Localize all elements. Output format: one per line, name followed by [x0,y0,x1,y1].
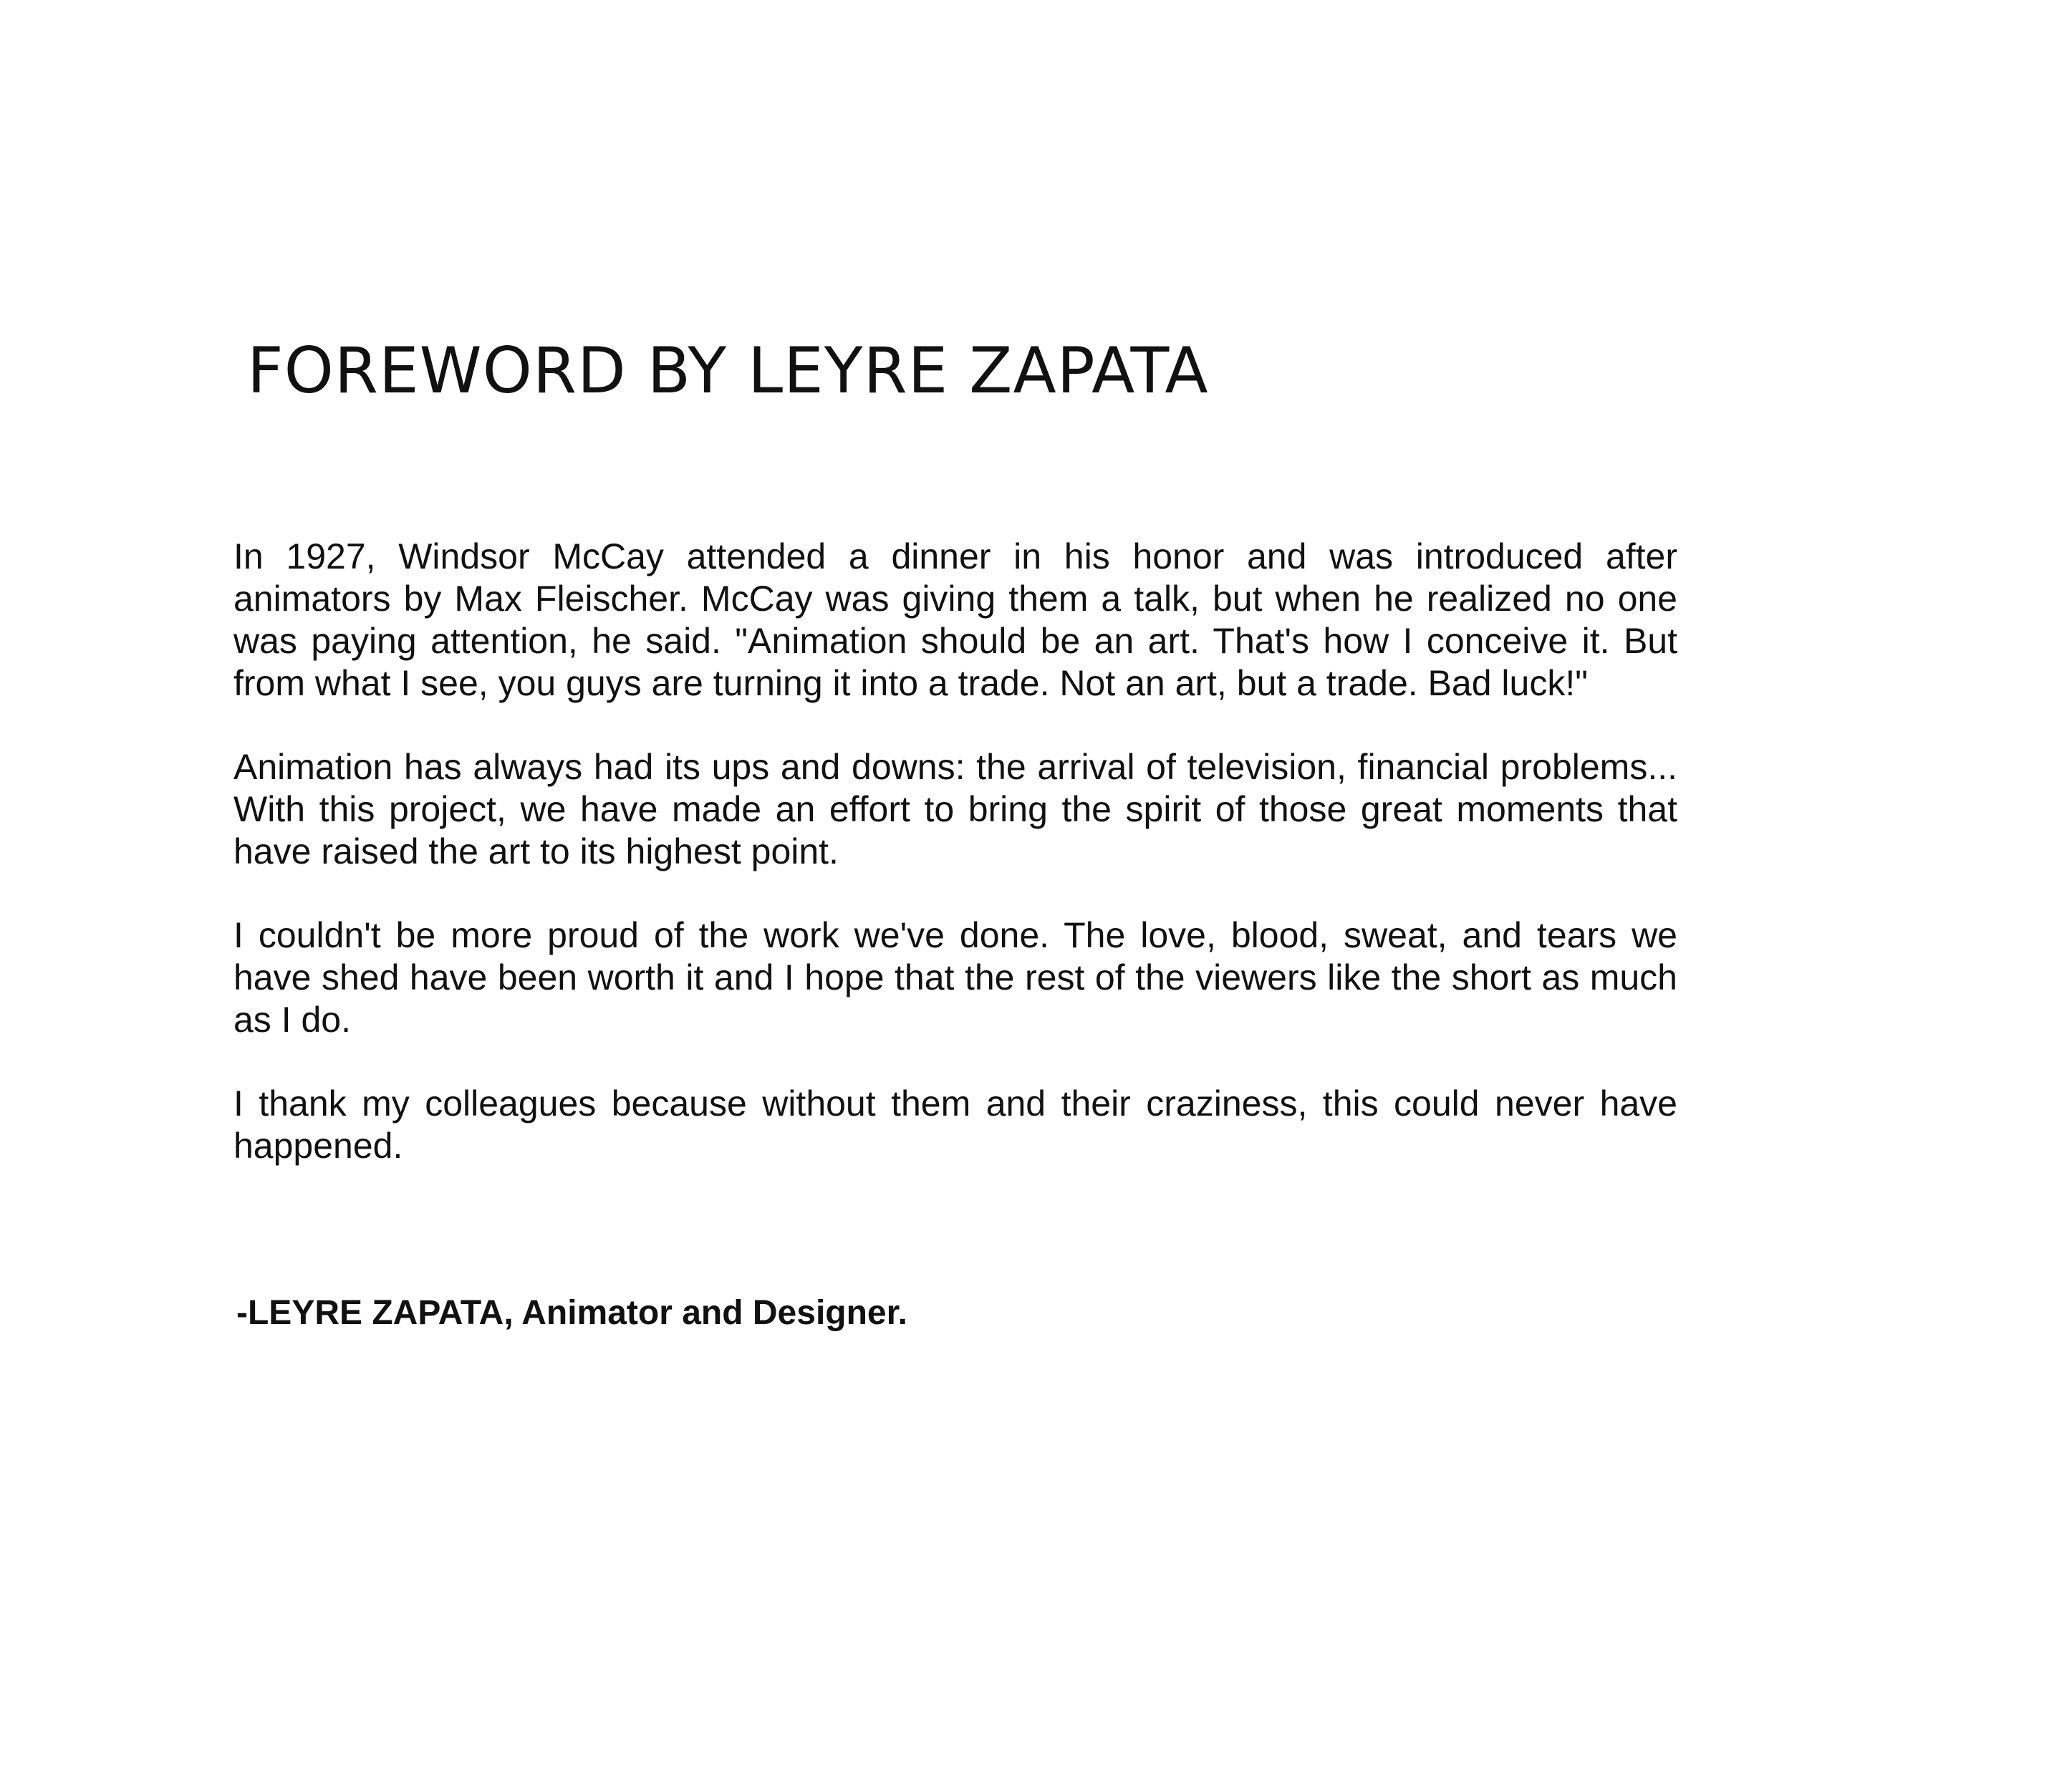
paragraph-4: I thank my colleagues because without them and their craziness, this could never have happened. [233,1083,1677,1166]
author-signature: -LEYRE ZAPATA, Animator and Designer. [236,1294,907,1332]
foreword-body [233,536,1677,1167]
paragraph-2: Animation has always had its ups and downs: the arrival of television, financial problems... With this project, we have made an effort to bring the spirit of those great moments that have raised the art to its highest point. [233,747,1677,871]
page-title: FOREWORD BY LEYRE ZAPATA [247,334,1209,407]
paragraph-1: In 1927, Windsor McCay attended a dinner in his honor and was introduced after animators by Max Fleischer. McCay was giving them a talk, but when he realized no one was paying attention, he said. "Animation should be an art. That's how I conceive it. But from what I see, you guys are turning it into a trade. Not an art, but a trade. Bad luck!" [233,536,1677,703]
paragraph-3: I couldn't be more proud of the work we've done. The love, blood, sweat, and tears we have shed have been worth it and I hope that the rest of the viewers like the short as much as I do. [233,915,1677,1040]
